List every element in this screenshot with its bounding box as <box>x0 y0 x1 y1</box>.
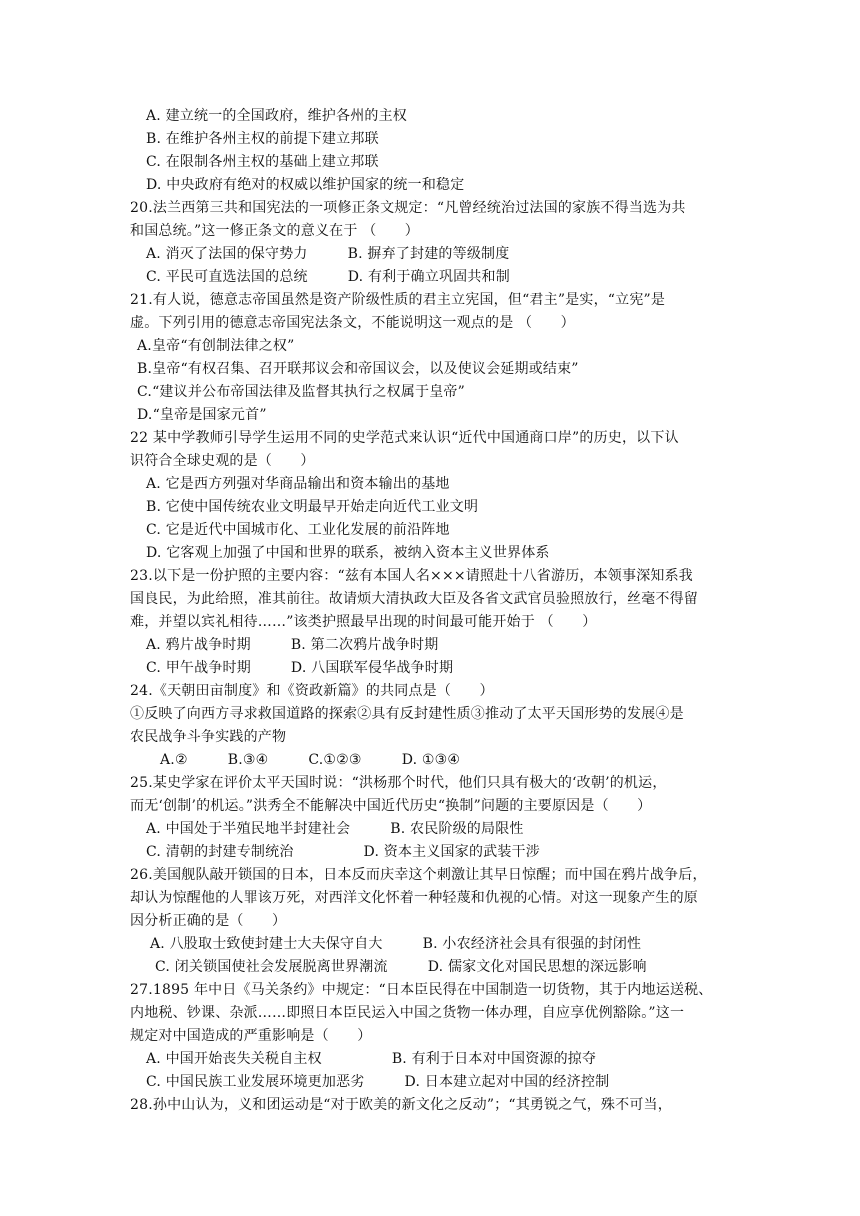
q21-option-d: D.“皇帝是国家元首” <box>137 407 267 423</box>
q19-option-c: C. 在限制各州主权的基础上建立邦联 <box>146 154 379 170</box>
q21-option-c: C.“建议并公布帝国法律及监督其执行之权属于皇帝” <box>137 384 465 400</box>
q27-stem-line1: 27.1895 年中日《马关条约》中规定：“日本臣民得在中国制造一切货物，其于内地运送税、 <box>130 982 713 998</box>
q23-stem-line2: 国良民，为此给照，准其前往。故请烦大清执政大臣及各省文武官员验照放行，丝毫不得留 <box>130 591 698 607</box>
q25-stem-line1: 25.某史学家在评价太平天国时说：“洪杨那个时代，他们只具有极大的‘改朝’的机运， <box>130 775 667 791</box>
q19-option-b: B. 在维护各州主权的前提下建立邦联 <box>146 131 379 147</box>
q24-option-b: B.③④ <box>227 752 269 768</box>
q24-stem-line3: 农民战争斗争实践的产物 <box>130 729 287 745</box>
q27-options-row1 <box>0 1049 860 1069</box>
q22-stem-line1: 22 某中学教师引导学生运用不同的史学范式来认识“近代中国通商口岸”的历史，以下认 <box>130 430 679 446</box>
q19-option-d: D. 中央政府有绝对的权威以维护国家的统一和稳定 <box>146 177 465 193</box>
q28-stem-line1: 28.孙中山认为，义和团运动是“对于欧美的新文化之反动”；“其勇锐之气，殊不可当， <box>130 1097 672 1113</box>
q25-stem-line2: 而无‘创制’的机运。”洪秀全不能解决中国近代历史“换制”问题的主要原因是（ ） <box>130 798 652 814</box>
q20-option-a: A. 消灭了法国的保守势力 <box>146 246 308 262</box>
q25-option-c: C. 清朝的封建专制统治 <box>146 844 294 860</box>
q22-option-d: D. 它客观上加强了中国和世界的联系，被纳入资本主义世界体系 <box>146 545 550 561</box>
q26-options-row1 <box>0 934 860 954</box>
q20-stem-line2: 和国总统。”这一修正条文的意义在于 （ ） <box>130 223 420 239</box>
q23-option-c: C. 甲午战争时期 <box>146 660 251 676</box>
q27-option-a: A. 中国开始丧失关税自主权 <box>146 1051 322 1067</box>
q25-options-row2 <box>0 842 860 862</box>
q23-options-row2 <box>0 658 860 678</box>
q23-option-b: B. 第二次鸦片战争时期 <box>290 637 439 653</box>
q21-option-a: A.皇帝“有创制法律之权” <box>137 338 295 354</box>
q24-stem-line2: ①反映了向西方寻求救国道路的探索②具有反封建性质③推动了太平天国形势的发展④是 <box>130 706 684 722</box>
q20-stem-line1: 20.法兰西第三共和国宪法的一项修正条文规定：“凡曾经统治过法国的家族不得当选为共 <box>130 200 686 216</box>
q26-option-d: D. 儒家文化对国民思想的深远影响 <box>427 959 647 975</box>
q26-option-a: A. 八股取士致使封建士大夫保守自大 <box>150 936 383 952</box>
q25-option-a: A. 中国处于半殖民地半封建社会 <box>146 821 351 837</box>
q26-option-b: B. 小农经济社会具有很强的封闭性 <box>422 936 642 952</box>
q24-option-a: A.② <box>160 752 188 768</box>
q24-options-row <box>0 750 860 770</box>
q27-stem-line3: 规定对中国造成的严重影响是（ ） <box>130 1028 372 1044</box>
q23-stem-line3: 难，并望以宾礼相待……”该类护照最早出现的时间最可能开始于 （ ） <box>130 614 597 630</box>
q24-option-c: C.①②③ <box>308 752 362 768</box>
q20-option-b: B. 摒弃了封建的等级制度 <box>347 246 510 262</box>
q24-option-d: D. ①③④ <box>401 752 461 768</box>
q22-option-c: C. 它是近代中国城市化、工业化发展的前沿阵地 <box>146 522 450 538</box>
q19-option-a: A. 建立统一的全国政府，维护各州的主权 <box>146 108 408 124</box>
q25-option-b: B. 农民阶级的局限性 <box>390 821 524 837</box>
q25-options-row1 <box>0 819 860 839</box>
q27-option-d: D. 日本建立起对中国的经济控制 <box>404 1074 610 1090</box>
q23-stem-line1: 23.以下是一份护照的主要内容：“兹有本国人名×××请照赴十八省游历，本领事深知系我 <box>130 568 694 584</box>
q27-options-row2 <box>0 1072 860 1092</box>
q22-stem-line2: 识符合全球史观的是（ ） <box>130 453 315 469</box>
q26-option-c: C. 闭关锁国使社会发展脱离世界潮流 <box>155 959 388 975</box>
q24-stem-line1: 24.《天朝田亩制度》和《资政新篇》的共同点是（ ） <box>130 683 494 699</box>
q27-stem-line2: 内地税、钞课、杂派……即照日本臣民运入中国之货物一体办理，自应享优例豁除。”这一 <box>130 1005 685 1021</box>
q20-option-d: D. 有利于确立巩固共和制 <box>347 269 510 285</box>
q27-option-b: B. 有利于日本对中国资源的掠夺 <box>391 1051 597 1067</box>
q22-option-a: A. 它是西方列强对华商品输出和资本输出的基地 <box>146 476 450 492</box>
q23-options-row1 <box>0 635 860 655</box>
q20-options-row1 <box>0 244 860 264</box>
q25-option-d: D. 资本主义国家的武装干涉 <box>363 844 540 860</box>
q27-option-c: C. 中国民族工业发展环境更加恶劣 <box>146 1074 365 1090</box>
q23-option-d: D. 八国联军侵华战争时期 <box>290 660 454 676</box>
q26-stem-line2: 却认为惊醒他的人罪该万死，对西洋文化怀着一种轻蔑和仇视的心情。对这一现象产生的原 <box>130 890 698 906</box>
q26-stem-line1: 26.美国舰队敲开锁国的日本，日本反而庆幸这个刺激让其早日惊醒；而中国在鸦片战争后， <box>130 867 707 883</box>
q21-stem-line1: 21.有人说，德意志帝国虽然是资产阶级性质的君主立宪国，但“君主”是实，“立宪”是 <box>130 292 666 308</box>
q26-options-row2 <box>0 957 860 977</box>
q26-stem-line3: 因分析正确的是（ ） <box>130 913 287 929</box>
q20-options-row2 <box>0 267 860 287</box>
q22-option-b: B. 它使中国传统农业文明最早开始走向近代工业文明 <box>146 499 479 515</box>
q21-option-b: B.皇帝“有权召集、召开联邦议会和帝国议会，以及使议会延期或结束” <box>137 361 579 377</box>
q23-option-a: A. 鸦片战争时期 <box>146 637 251 653</box>
q20-option-c: C. 平民可直选法国的总统 <box>146 269 308 285</box>
q21-stem-line2: 虚。下列引用的德意志帝国宪法条文，不能说明这一观点的是 （ ） <box>130 315 575 331</box>
